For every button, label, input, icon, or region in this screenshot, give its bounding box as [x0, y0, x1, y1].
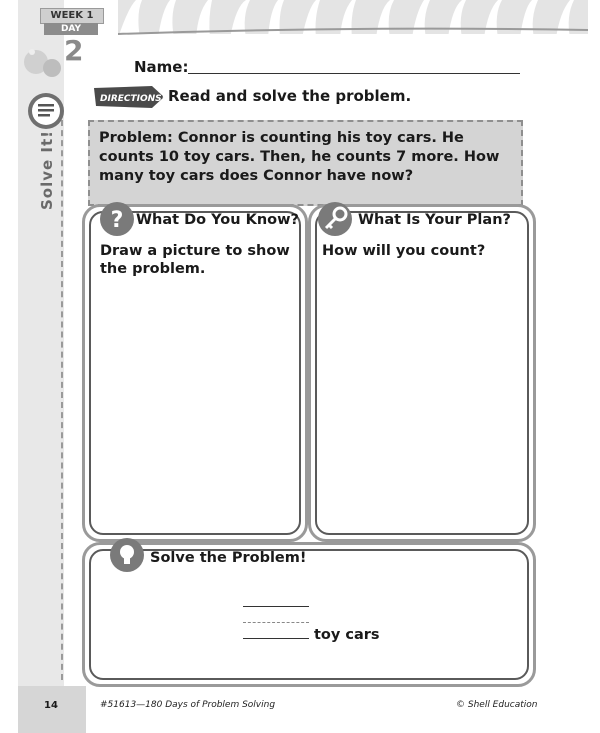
answer-bottom-line[interactable]: [243, 638, 309, 639]
week-label: WEEK 1: [40, 8, 104, 24]
lightbulb-icon: [110, 538, 144, 572]
problem-line-3: many toy cars does Connor have now?: [99, 168, 414, 184]
plan-panel-title: What Is Your Plan?: [358, 212, 511, 228]
panel-inner-border: [89, 549, 529, 680]
directions-text: Read and solve the problem.: [168, 87, 412, 105]
svg-text:?: ?: [110, 208, 124, 233]
top-decorative-strip: [118, 0, 588, 38]
page-number: 14: [44, 700, 58, 711]
name-write-line[interactable]: [188, 73, 520, 74]
key-icon: [318, 202, 352, 236]
footer-book-title: #51613—180 Days of Problem Solving: [100, 700, 276, 710]
plan-panel-instructions: How will you count?: [322, 243, 486, 259]
day-number: 2: [64, 34, 84, 67]
week-day-badge: [22, 4, 118, 82]
know-panel-title: What Do You Know?: [136, 212, 299, 228]
answer-unit-label: toy cars: [314, 627, 380, 643]
directions-tag: DIRECTIONS:: [100, 94, 166, 104]
problem-label: Problem:: [99, 130, 173, 146]
sidebar-divider: [61, 120, 63, 680]
problem-statement: [99, 129, 519, 186]
answer-dashed-line[interactable]: [243, 622, 309, 623]
section-title: Solve It!: [38, 129, 56, 210]
name-label: Name:: [134, 58, 189, 76]
know-panel-instructions: [100, 242, 290, 278]
know-instruction-line-1: Draw a picture to show: [100, 243, 290, 259]
answer-top-line[interactable]: [243, 606, 309, 607]
footer-publisher: © Shell Education: [456, 700, 538, 710]
directions-arrow-icon: [92, 84, 166, 110]
notes-icon: [27, 92, 65, 130]
day-label: DAY: [44, 23, 98, 35]
solve-panel-title: Solve the Problem!: [150, 550, 307, 566]
problem-line-2: counts 10 toy cars. Then, he counts 7 more. How: [99, 149, 500, 165]
problem-line-1: Connor is counting his toy cars. He: [177, 130, 464, 146]
know-instruction-line-2: the problem.: [100, 261, 206, 277]
question-mark-icon: [100, 202, 134, 236]
